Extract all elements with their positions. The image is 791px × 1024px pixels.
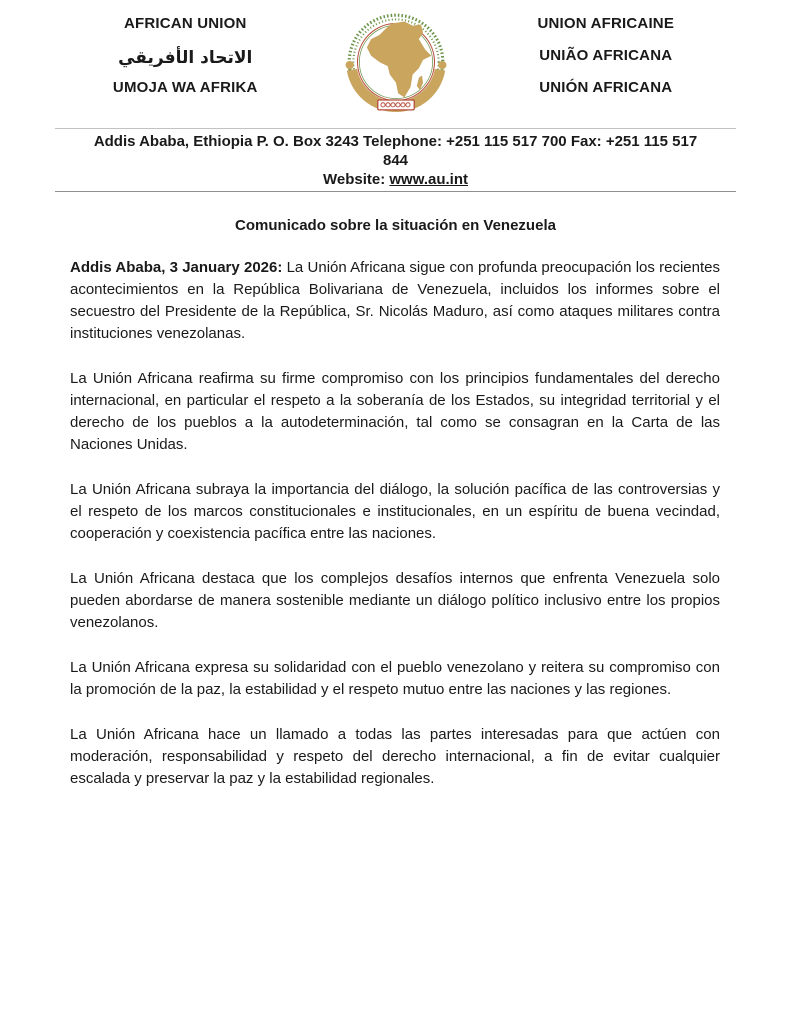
org-names-right <box>461 10 752 112</box>
document-body <box>0 257 791 790</box>
dateline: Addis Ababa, 3 January 2026: <box>70 259 287 276</box>
org-name-english: AFRICAN UNION <box>123 15 247 32</box>
org-name-french: UNION AFRICAINE <box>537 15 675 32</box>
address-line: Addis Ababa, Ethiopia P. O. Box 3243 Telephone: +251 115 517 700 Fax: +251 115 517 <box>93 133 698 150</box>
org-name-arabic: الاتحاد الأفريقي <box>118 48 253 68</box>
body-paragraph: La Unión Africana reafirma su firme compromiso con los principios fundamentales del derecho internacional, en particular el respeto a la soberanía de los Estados, su integridad territorial y el derecho de los pueblos a la autodeterminación, tal como se consagran en la Carta de las Naciones Unidas. <box>70 370 720 453</box>
address-line-2: 844 <box>382 152 409 169</box>
org-name-portuguese: UNIÃO AFRICANA <box>539 47 673 64</box>
document-title: Comunicado sobre la situación en Venezuela <box>235 217 556 234</box>
letterhead <box>0 10 791 114</box>
address-block <box>55 128 736 192</box>
body-paragraph: La Unión Africana subraya la importancia del diálogo, la solución pacífica de las controversias y el respeto de los marcos constitucionales e institucionales, en un espíritu de buena vecindad, cooperación y coexistencia pacífica entre las naciones. <box>70 481 720 542</box>
body-paragraph: La Unión Africana expresa su solidaridad con el pueblo venezolano y reitera su compromiso con la promoción de la paz, la estabilidad y el respeto mutuo entre las naciones y las regiones. <box>70 659 720 698</box>
org-name-swahili: UMOJA WA AFRIKA <box>112 79 258 96</box>
org-names-left <box>40 10 331 110</box>
website-label: Website: <box>322 171 390 188</box>
au-emblem-logo <box>331 10 461 114</box>
website-link[interactable]: www.au.int <box>389 171 469 188</box>
website-line <box>65 170 726 189</box>
body-paragraph: La Unión Africana hace un llamado a todas las partes interesadas para que actúen con moderación, responsabilidad y respeto del derecho internacional, a fin de evitar cualquier escalada y preservar la paz y la estabilidad regionales. <box>70 726 720 787</box>
body-paragraph: La Unión Africana destaca que los complejos desafíos internos que enfrenta Venezuela solo pueden abordarse de manera sostenible mediante un diálogo político inclusivo entre los propios venezolanos. <box>70 570 720 631</box>
org-name-spanish: UNIÓN AFRICANA <box>539 79 673 96</box>
au-emblem-icon <box>342 10 450 114</box>
divider-bottom <box>55 191 736 192</box>
body-paragraph: Addis Ababa, 3 January 2026: La Unión Africana sigue con profunda preocupación los recientes acontecimientos en la República Bolivariana de Venezuela, incluidos los informes sobre el secuestro del Presidente de la República, Sr. Nicolás Maduro, así como ataques militares contra instituciones venezolanas. <box>70 259 720 342</box>
